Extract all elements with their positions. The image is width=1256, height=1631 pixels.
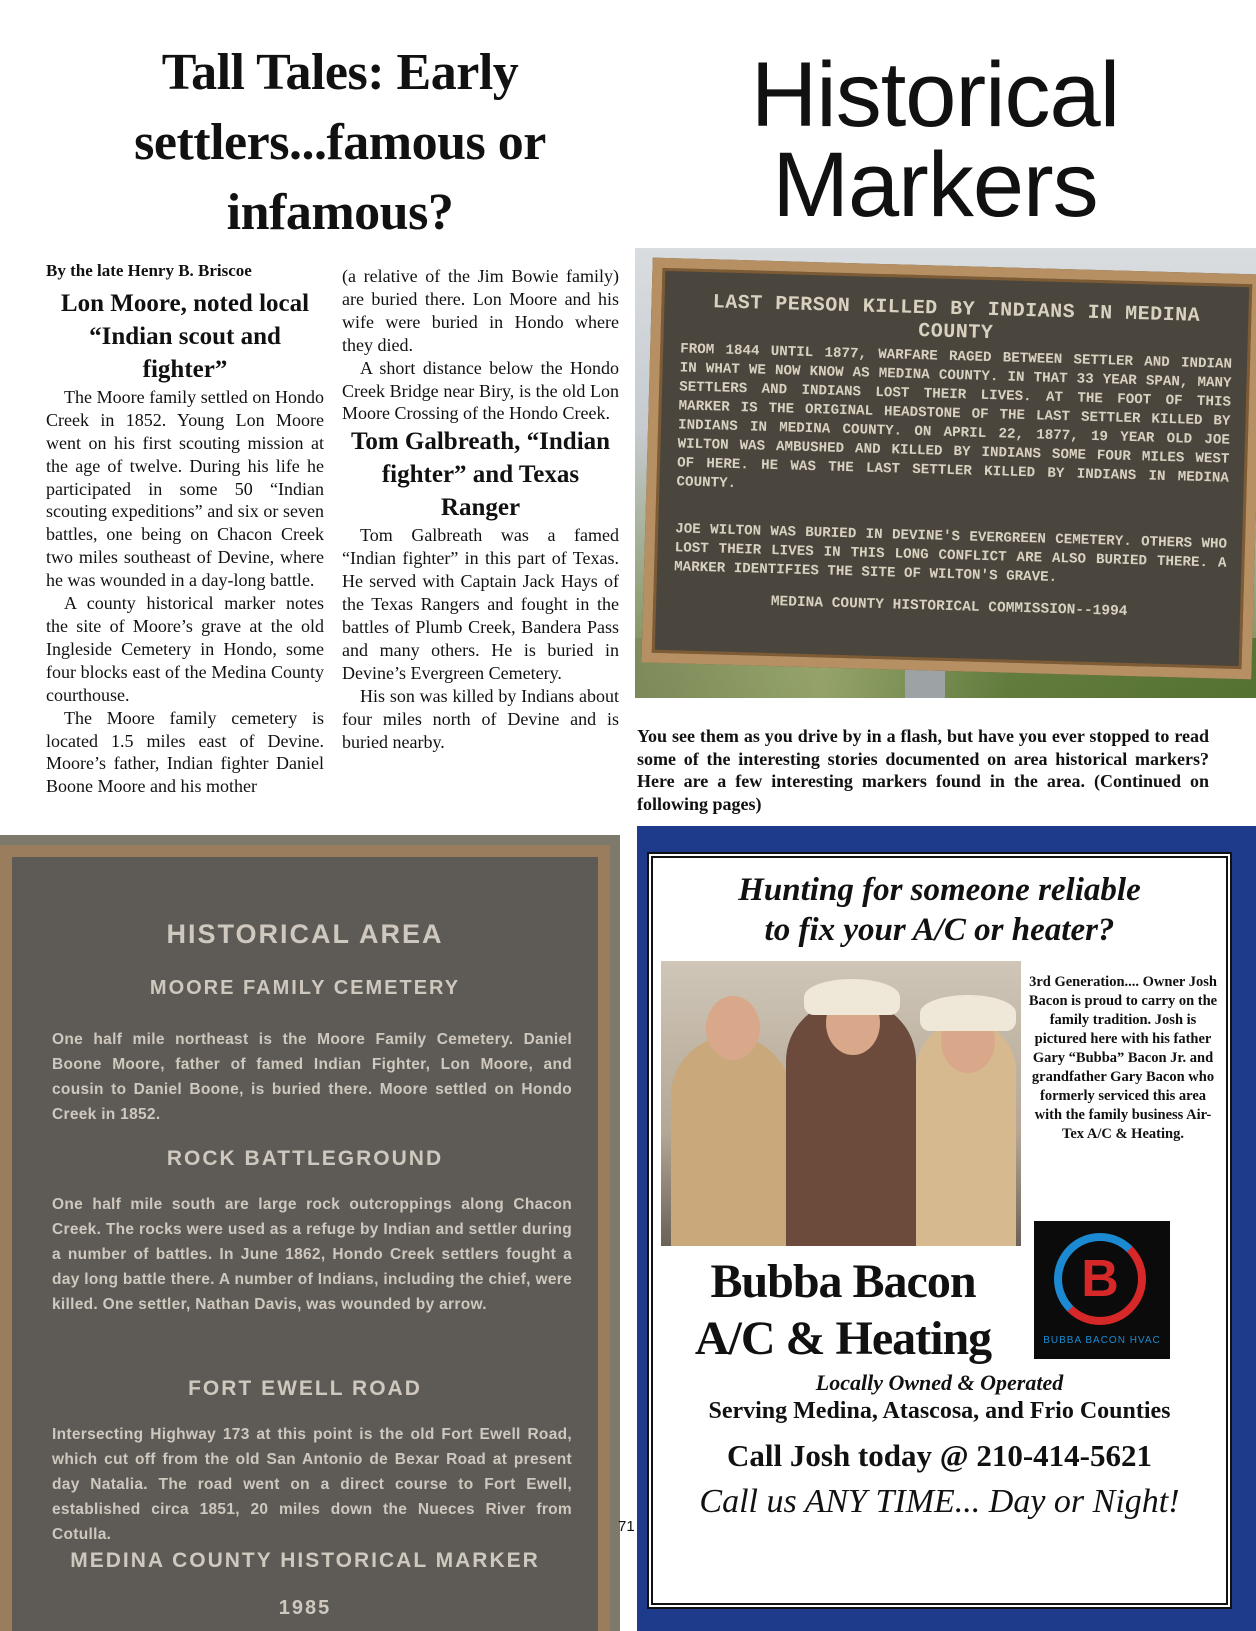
bubba-bacon-logo [1034,1221,1170,1359]
article-byline: By the late Henry B. Briscoe [46,261,252,280]
plaque-title: HISTORICAL AREA [166,919,444,949]
person-head [706,996,760,1060]
article-paragraph: His son was killed by Indians about four miles north of Devine and is buried nearby. [342,685,619,752]
ad-headline [653,870,1226,950]
cowboy-hat-icon [804,979,900,1015]
advertisement [637,826,1256,1631]
plaque-footer: MEDINA COUNTY HISTORICAL MARKER [70,1549,540,1572]
plaque-year: 1985 [278,1597,332,1619]
historical-area-plaque [0,845,610,1631]
article-title: Tall Tales: Early settlers...famous or infamous? [134,44,546,241]
section-heading-tom-galbreath: Tom Galbreath, “Indian fighter” and Texas Ranger [350,428,611,522]
ad-content [647,852,1232,1609]
person-grandfather [671,1036,791,1246]
marker-title: LAST PERSON KILLED BY INDIANS IN MEDINA COUNTY [712,291,1201,346]
section-heading-lon-moore: Lon Moore, noted local “Indian scout and fighter” [60,289,310,383]
ad-headline-line: to fix your A/C or heater? [764,912,1115,948]
plaque-text: Intersecting Highway 173 at this point is the old Fort Ewell Road, which cut off from the old San Antonio de Bexar Road at present day Natalia. The road went on a direct course to Fort Ewell, established circa 1851, 20 miles down the Nueces River from Cotulla. [52,1426,572,1543]
marker-photo-last-person [635,248,1256,698]
photo-caption: You see them as you drive by in a flash, but have you ever stopped to read some of the interesting stories documented on area historical markers? Here are a few interesting markers found in the area. (Continued on following pages) [637,726,1209,814]
marker-text: FROM 1844 UNTIL 1877, WARFARE RAGED BETWEEN SETTLER AND INDIAN IN WHAT WE NOW KNOW AS MEDINA COUNTY. IN THAT 33 YEAR SPAN, MANY SETTLERS AND INDIANS LOST THEIR LIVES. AT THE FOOT OF THIS MARKER IS THE ORIGINAL HEADSTONE OF THE LAST SETTLER KILLED BY INDIANS IN MEDINA COUNTY. ON APRIL 22, 1877, 19 YEAR OLD JOE WILTON WAS AMBUSHED AND KILLED BY INDIANS SOME FOUR MILES WEST OF HERE. HE WAS THE LAST SETTLER KILLED BY INDIANS IN MEDINA COUNTY. [676,341,1233,492]
plaque-text: One half mile south are large rock outcroppings along Chacon Creek. The rocks were used as a refuge by Indian and settler during a number of battles. In June 1862, Hondo Creek settlers fought a day long battle there. A number of Indians, including the chief, were killed. One settler, Nathan Davis, was wounded by arrow. [52,1196,572,1313]
ad-anytime: Call us ANY TIME... Day or Night! [699,1483,1180,1520]
plaque-subtitle: ROCK BATTLEGROUND [166,1147,444,1170]
logo-letter: B [1081,1250,1119,1308]
ad-phone: Call Josh today @ 210-414-5621 [727,1438,1152,1473]
ad-service-area: Serving Medina, Atascosa, and Frio Counties [708,1398,1171,1424]
article-column-1 [46,260,324,798]
article-paragraph: (a relative of the Jim Bowie family) are buried there. Lon Moore and his wife were buried in Hondo where they died. [342,266,619,355]
plaque-subtitle: FORT EWELL ROAD [188,1377,422,1400]
plaque-subtitle: MOORE FAMILY CEMETERY [149,977,461,999]
ad-locally-owned: Locally Owned & Operated [815,1370,1064,1395]
article-column-2 [342,265,619,753]
historical-markers-title: Historical Markers [750,44,1120,236]
brand-line: Bubba Bacon [710,1255,976,1308]
article-paragraph: Tom Galbreath was a famed “Indian fighter” in this part of Texas. He served with Captain Jack Hays of the Texas Rangers and fought in the battles of Plumb Creek, Bandera Pass and many others. He is buried in Devine’s Evergreen Cemetery. [342,525,619,683]
plaque-text: One half mile northeast is the Moore Family Cemetery. Daniel Boone Moore, father of famed Indian Fighter, Lon Moore, and cousin to Daniel Boone, is buried there. Moore settled on Hondo Creek in 1852. [52,1031,572,1123]
cowboy-hat-icon [920,995,1016,1031]
ad-brand-name [663,1253,1023,1367]
marker-footer: MEDINA COUNTY HISTORICAL COMMISSION--1994 [770,593,1128,620]
family-photo [661,961,1021,1246]
page-number: 71 [618,1518,635,1535]
article-paragraph: A short distance below the Hondo Creek Bridge near Biry, is the old Lon Moore Crossing of the Hondo Creek. [342,357,619,424]
marker-photo-historical-area [0,835,620,1631]
article-paragraph: The Moore family cemetery is located 1.5 miles east of Devine. Moore’s father, Indian fighter Daniel Boone Moore and his mother [46,707,324,797]
ad-headline-line: Hunting for someone reliable [738,872,1141,908]
article-paragraph: A county historical marker notes the site of Moore’s grave at the old Ingleside Cemetery in Hondo, some four blocks east of the Medina County courthouse. [46,593,324,705]
marker-text: JOE WILTON WAS BURIED IN DEVINE'S EVERGREEN CEMETERY. OTHERS WHO LOST THEIR LIVES IN THIS LONG CONFLICT ARE ALSO BURIED THERE. A MARKER IDENTIFIES THE SITE OF WILTON'S GRAVE. [673,521,1228,586]
logo-caption: BUBBA BACON HVAC [1043,1335,1161,1346]
brand-line: A/C & Heating [694,1312,992,1365]
ad-side-text: 3rd Generation.... Owner Josh Bacon is proud to carry on the family tradition. Josh is pictured here with his father Gary “Bubba” Bacon Jr. and grandfather Gary Bacon who formerly serviced this area with the family business Air-Tex A/C & Heating. [1028,974,1218,1142]
article-paragraph: The Moore family settled on Hondo Creek in 1852. Young Lon Moore went on his first scouting mission at the age of twelve. During his life he participated in some 50 “Indian scouting expeditions” and six or seven battles, one being on Chacon Creek two miles southeast of Devine, where he was wounded in a day-long battle. [46,386,324,591]
historical-marker-plaque [641,258,1256,680]
